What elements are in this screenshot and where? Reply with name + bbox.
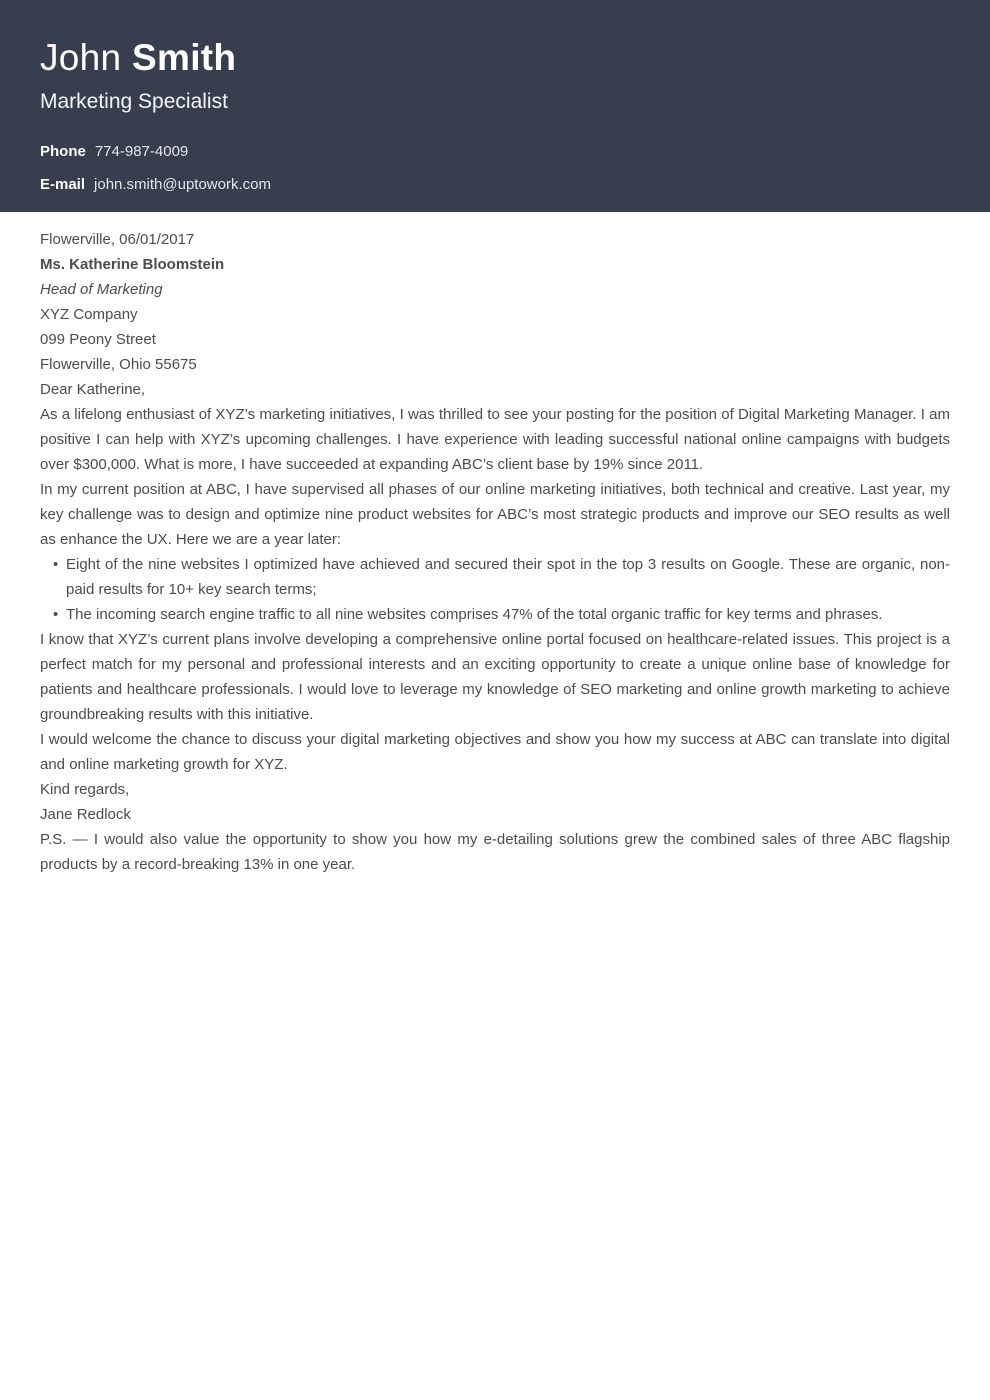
candidate-last-name: Smith (132, 37, 237, 78)
paragraph-current-role: In my current position at ABC, I have supervised all phases of our online marketing initiatives, both technical and creative. Last year, my key challenge was to design and optimize nine product websites for ABC’s most strategic products and improve our SEO results as well as enhance the UX. Here we are a year later: (40, 481, 950, 548)
bullet-text: The incoming search engine traffic to all nine websites comprises 47% of the total organic traffic for key terms and phrases. (66, 606, 883, 623)
company-block (40, 302, 950, 377)
recipient-block (40, 252, 950, 302)
letter-header (0, 0, 990, 212)
contact-row-phone (40, 143, 950, 160)
letter-body (0, 212, 990, 877)
company-city: Flowerville, Ohio 55675 (40, 356, 197, 373)
paragraph-cta: I would welcome the chance to discuss your digital marketing objectives and show you how my success at ABC can translate into digital and online marketing growth for XYZ. (40, 731, 950, 773)
date-line: Flowerville, 06/01/2017 (40, 231, 195, 248)
closing-line: Kind regards, (40, 781, 130, 798)
candidate-name (40, 36, 950, 80)
paragraph-intro: As a lifelong enthusiast of XYZ’s marketing initiatives, I was thrilled to see your posting for the position of Digital Marketing Manager. I am positive I can help with XYZ’s upcoming challenges. I have experience with leading successful national online campaigns with budgets over $300,000. What is more, I have succeeded at expanding ABC’s client base by 19% since 2011. (40, 406, 950, 473)
postscript: P.S. — I would also value the opportunity to show you how my e-detailing solutions grew the combined sales of three ABC flagship products by a record-breaking 13% in one year. (40, 831, 950, 873)
bullet-item (40, 602, 950, 627)
paragraph-fit: I know that XYZ’s current plans involve developing a comprehensive online portal focused on healthcare-related issues. This project is a perfect match for my personal and professional interests and an exciting opportunity to create a unique online base of knowledge for patients and healthcare professionals. I would love to leverage my knowledge of SEO marketing and online growth marketing to achieve groundbreaking results with this initiative. (40, 631, 950, 723)
phone-value: 774-987-4009 (94, 143, 189, 160)
phone-label: Phone (40, 143, 86, 160)
company-street: 099 Peony Street (40, 331, 156, 348)
email-label: E-mail (40, 176, 86, 193)
recipient-title: Head of Marketing (40, 281, 163, 298)
signature-name: Jane Redlock (40, 806, 131, 823)
salutation: Dear Katherine, (40, 381, 146, 398)
signature-block (40, 777, 950, 827)
bullet-icon: • (53, 556, 59, 573)
bullet-text: Eight of the nine websites I optimized have achieved and secured their spot in the top 3 results on Google. These are organic, non-paid results for 10+ key search terms; (66, 556, 950, 598)
bullet-list (40, 552, 950, 627)
job-title: Marketing Specialist (40, 90, 228, 113)
email-value: john.smith@uptowork.com (94, 176, 271, 193)
company-name: XYZ Company (40, 306, 138, 323)
contact-list (40, 143, 950, 193)
contact-row-email (40, 176, 950, 193)
recipient-name: Ms. Katherine Bloomstein (40, 256, 225, 273)
bullet-icon: • (53, 606, 59, 623)
candidate-first-name: John (40, 37, 122, 78)
bullet-item (40, 552, 950, 602)
